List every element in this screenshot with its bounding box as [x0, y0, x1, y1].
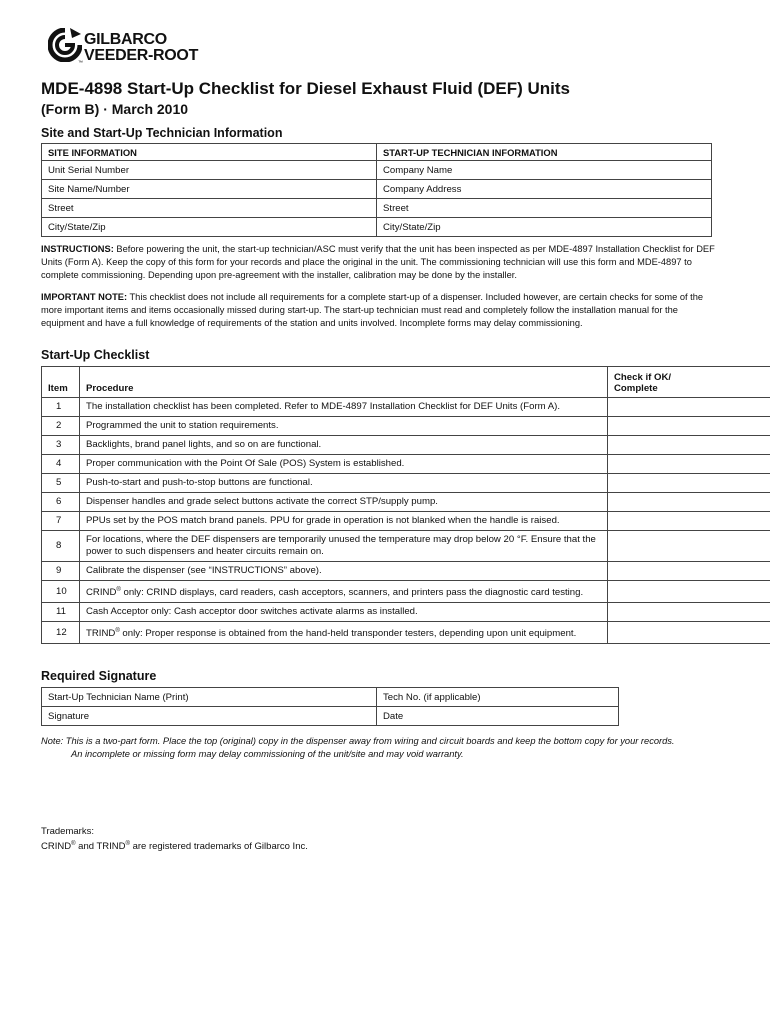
- gilbarco-logo: [48, 28, 208, 72]
- document-title: MDE-4898 Start-Up Checklist for Diesel Exhaust Fluid (DEF) Units: [41, 79, 570, 98]
- procedure-text: Push-to-start and push-to-stop buttons are functional.: [86, 477, 313, 488]
- checklist-procedure: [80, 455, 608, 474]
- procedure-text: The installation checklist has been completed. Refer to MDE-4897 Installation Checklist for DEF Units (Form A).: [86, 401, 561, 412]
- trademarks-label: Trademarks:: [41, 826, 94, 837]
- startup-checklist-table: [41, 366, 770, 644]
- check-complete-cell[interactable]: [608, 436, 770, 455]
- checklist-row: [42, 436, 770, 455]
- trademarks-and: and: [75, 841, 97, 853]
- check-complete-cell[interactable]: [608, 398, 770, 417]
- procedure-text-cont: only: Proper response is obtained from the hand-held transponder testers, depending upon unit equipment.: [119, 628, 577, 640]
- site-table-row: [42, 199, 712, 218]
- important-note-paragraph: [41, 291, 721, 330]
- date-field[interactable]: Date: [377, 707, 619, 726]
- signature-row: [42, 688, 619, 707]
- check-column-header: [608, 367, 770, 398]
- checklist-procedure: [80, 493, 608, 512]
- note-paragraph: [41, 735, 741, 761]
- checklist-item-number: 1: [42, 398, 80, 417]
- checklist-item-number: 5: [42, 474, 80, 493]
- company-city-state-zip-field[interactable]: City/State/Zip: [377, 218, 712, 237]
- check-complete-cell[interactable]: [608, 622, 770, 644]
- signature-row: [42, 707, 619, 726]
- important-note-label: IMPORTANT NOTE:: [41, 292, 128, 302]
- procedure-text: CRIND: [86, 587, 117, 599]
- checklist-row: [42, 398, 770, 417]
- checklist-item-number: 7: [42, 512, 80, 531]
- check-header-line1: Check if OK/: [614, 372, 672, 383]
- check-complete-cell[interactable]: [608, 603, 770, 622]
- checklist-row: [42, 622, 770, 644]
- site-city-state-zip-field[interactable]: City/State/Zip: [42, 218, 377, 237]
- important-note-text: This checklist does not include all requirements for a complete start-up of a dispenser. Included however, are certain checks for some of the more important items and items occasionally missed during start-up. The start-up technician must read and completely follow the installation manual for the equipment and have a full knowledge of requirements of the station and units involved. Incomplete forms may delay commissioning.: [41, 292, 704, 328]
- site-name-number-field[interactable]: Site Name/Number: [42, 180, 377, 199]
- procedure-text: Proper communication with the Point Of Sale (POS) System is established.: [86, 458, 405, 469]
- logo-text-gilbarco: GILBARCO: [84, 31, 167, 48]
- check-complete-cell[interactable]: [608, 512, 770, 531]
- item-column-header: Item: [42, 367, 80, 398]
- note-line2: An incomplete or missing form may delay commissioning of the unit/site and may void warranty.: [71, 749, 464, 759]
- check-complete-cell[interactable]: [608, 417, 770, 436]
- checklist-row: [42, 531, 770, 562]
- checklist-heading: Start-Up Checklist: [41, 348, 150, 362]
- instructions-label: INSTRUCTIONS:: [41, 244, 114, 254]
- checklist-procedure: [80, 581, 608, 603]
- site-table-row: [42, 218, 712, 237]
- company-street-field[interactable]: Street: [377, 199, 712, 218]
- technician-information-header: START-UP TECHNICIAN INFORMATION: [377, 144, 712, 161]
- checklist-procedure: [80, 436, 608, 455]
- checklist-procedure: [80, 562, 608, 581]
- checklist-item-number: 8: [42, 531, 80, 562]
- registered-symbol: ®: [125, 841, 130, 847]
- trademarks-text: [41, 838, 308, 853]
- technician-name-field[interactable]: Start-Up Technician Name (Print): [42, 688, 377, 707]
- procedure-text: Calibrate the dispenser (see “INSTRUCTIONS” above).: [86, 565, 322, 576]
- checklist-row: [42, 455, 770, 474]
- logo-trademark: ™: [78, 60, 83, 66]
- trademarks-rest: are registered trademarks of Gilbarco Inc.: [129, 841, 308, 853]
- procedure-text: For locations, where the DEF dispensers are temporarily unused the temperature may drop below 20 °F. Ensure that the power to such dispensers and heater circuits remain on.: [86, 534, 596, 557]
- site-table-row: [42, 161, 712, 180]
- note-line1: Note: This is a two-part form. Place the top (original) copy in the dispenser away from wiring and circuit boards and keep the bottom copy for your records.: [41, 736, 675, 746]
- checklist-procedure: [80, 398, 608, 417]
- checklist-item-number: 9: [42, 562, 80, 581]
- company-name-field[interactable]: Company Name: [377, 161, 712, 180]
- registered-symbol: ®: [116, 587, 121, 593]
- procedure-text: Programmed the unit to station requirements.: [86, 420, 279, 431]
- trind-mark: TRIND: [96, 841, 126, 853]
- checklist-item-number: 2: [42, 417, 80, 436]
- checklist-row: [42, 603, 770, 622]
- tech-number-field[interactable]: Tech No. (if applicable): [377, 688, 619, 707]
- checklist-procedure: [80, 622, 608, 644]
- checklist-item-number: 3: [42, 436, 80, 455]
- checklist-row: [42, 493, 770, 512]
- checklist-procedure: [80, 512, 608, 531]
- site-table-header-row: [42, 144, 712, 161]
- site-information-header: SITE INFORMATION: [42, 144, 377, 161]
- checklist-procedure: [80, 417, 608, 436]
- checklist-item-number: 4: [42, 455, 80, 474]
- unit-serial-number-field[interactable]: Unit Serial Number: [42, 161, 377, 180]
- site-section-heading: Site and Start-Up Technician Information: [41, 126, 283, 140]
- procedure-text: PPUs set by the POS match brand panels. PPU for grade in operation is not blanked when the handle is raised.: [86, 515, 560, 526]
- registered-symbol: ®: [115, 628, 120, 635]
- checklist-item-number: 11: [42, 603, 80, 622]
- site-information-table: [41, 143, 712, 237]
- checklist-item-number: 12: [42, 622, 80, 644]
- trademarks-block: [41, 825, 308, 853]
- logo-text-veeder-root: VEEDER-ROOT: [84, 47, 199, 64]
- crind-mark: CRIND: [41, 841, 72, 853]
- checklist-header-row: [42, 367, 770, 398]
- instructions-text: Before powering the unit, the start-up technician/ASC must verify that the unit has been inspected as per MDE-4897 Installation Checklist for DEF Units (Form A). Keep the copy of this form for your records and place the original in the unit. The commissioning technician will use this form and MDE-4897 to complete commissioning. Depending upon pre-agreement with the installer, calibration may be done by the installer.: [41, 244, 715, 280]
- procedure-text: Backlights, brand panel lights, and so on are functional.: [86, 439, 322, 450]
- registered-symbol: ®: [71, 841, 76, 847]
- company-address-field[interactable]: Company Address: [377, 180, 712, 199]
- check-complete-cell[interactable]: [608, 531, 770, 562]
- checklist-procedure: [80, 474, 608, 493]
- checklist-procedure: [80, 603, 608, 622]
- checklist-row: [42, 417, 770, 436]
- checklist-row: [42, 581, 770, 603]
- check-complete-cell[interactable]: [608, 493, 770, 512]
- checklist-row: [42, 474, 770, 493]
- checklist-item-number: 10: [42, 581, 80, 603]
- signature-heading: Required Signature: [41, 669, 157, 683]
- procedure-text: TRIND: [86, 628, 116, 640]
- checklist-procedure: [80, 531, 608, 562]
- document-subtitle: (Form B) · March 2010: [41, 101, 189, 117]
- procedure-text: Dispenser handles and grade select buttons activate the correct STP/supply pump.: [86, 496, 438, 507]
- procedure-column-header: Procedure: [80, 367, 608, 398]
- site-table-row: [42, 180, 712, 199]
- checklist-item-number: 6: [42, 493, 80, 512]
- checklist-row: [42, 512, 770, 531]
- procedure-text-cont: only: CRIND displays, card readers, cash acceptors, scanners, and printers pass the diagnostic card testing.: [120, 587, 584, 599]
- check-header-line2: Complete: [614, 383, 658, 394]
- site-street-field[interactable]: Street: [42, 199, 377, 218]
- check-complete-cell[interactable]: [608, 562, 770, 581]
- instructions-paragraph: [41, 243, 721, 282]
- procedure-text: Cash Acceptor only: Cash acceptor door switches activate alarms as installed.: [86, 606, 418, 618]
- signature-table: [41, 687, 619, 726]
- check-complete-cell[interactable]: [608, 455, 770, 474]
- signature-field[interactable]: Signature: [42, 707, 377, 726]
- check-complete-cell[interactable]: [608, 474, 770, 493]
- check-complete-cell[interactable]: [608, 581, 770, 603]
- checklist-row: [42, 562, 770, 581]
- gilbarco-swirl-icon: [48, 28, 82, 62]
